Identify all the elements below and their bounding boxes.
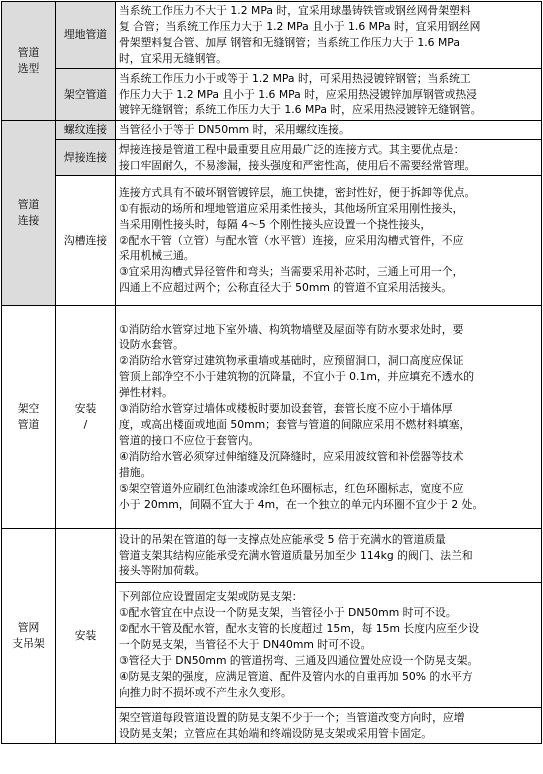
subsection-hanger-install: 安装 [56,529,116,744]
subsection-buried: 埋地管道 [56,2,116,69]
section-pipe-selection: 管道 选型 [2,2,56,121]
row-grooved [2,176,542,306]
overhead-install-description: ①消防给水管穿过地下室外墙、构筑物墙壁及屋面等有防水要求处时，要 设防水套管。 ②消防给水管穿过建筑物承重墙或基础时，应预留洞口，洞口高度应保证 管顶上部净空不小于建筑物的沉降量，不宜小于 0.1m，并应填充不透水的 弹性材料。 ③消防给水管穿过墙体或楼板时要加设套管，套管长度不应小于墙体厚 度，或高出楼面或地面 50mm；套管与管道的间隙应采用不燃材料填塞， 管道的接口不应位于套管内。 ④消防给水管必须穿过伸缩缝及沉降缝时，应采用波纹管和补偿器等技术 措施。 ⑤架空管道外应刷红色油漆或涂红色环圈标志，红色环圈标志，宽度不应 小于 20mm，间隔不宜大于 4m，在一个独立的单元内环圈不宜少于 2 处。 [116,306,542,529]
section-pipe-connection: 管道 连接 [2,121,56,306]
hanger-load-description: 设计的吊架在管道的每一支撑点处应能承受 5 倍于充满水的管道质量 管道支架其结构应能承受充满水管道质量另加至少 114kg 的阀门、法兰和 接头等附加荷载。 [116,529,542,583]
row-threaded [2,121,542,140]
row-overhead-pipe [2,69,542,121]
slash-mark: / [83,418,88,431]
subsection-grooved: 沟槽连接 [56,176,116,306]
row-welded [2,140,542,176]
section-support-hanger: 管网 支吊架 [2,529,56,744]
buried-description: 当系统工作压力不大于 1.2 MPa 时，宜采用球墨铸铁管或钢丝网骨架塑料 复 合管；当系统工作压力大于 1.2 MPa 且小于 1.6 MPa 时，宜采用钢丝网 骨架塑料复合管、加厚 钢管和无缝钢管；当系统工作压力大于 1.6 MPa 时，宜采用无缝钢管。 [116,2,542,69]
threaded-description: 当管径小于等于 DN50mm 时，采用螺纹连接。 [116,121,542,140]
hanger-sway-description: 架空管道每段管道设置的防晃支架不少于一个；当管道改变方向时，应增 设防晃支架；立管应在其始端和终端设防晃支架或采用管卡固定。 [116,708,542,744]
row-buried-pipe [2,2,542,69]
subsection-overhead: 架空管道 [56,69,116,121]
row-overhead-install [2,306,542,529]
subsection-overhead-install: 安装 / [56,306,116,529]
welded-description: 焊接连接是管道工程中最重要且应用最广泛的连接方式。其主要优点是： 接口牢固耐久，不易渗漏，接头强度和严密性高，使用后不需要经常管理。 [116,140,542,176]
spec-table [1,1,542,744]
grooved-description: 连接方式具有不破坏钢管镀锌层，施工快捷，密封性好，便于拆卸等优点。 ①有振动的场所和埋地管道应采用柔性接头，其他场所宜采用刚性接头， 当采用刚性接头时，每隔 4～5 个刚性接头应设置一个挠性接头， ②配水干管（立管）与配水管（水平管）连接，应采用沟槽式管件，不应 采用机械三通。 ③宜采用沟槽式异径管件和弯头；当需要采用补芯时，三通上可用一个， 四通上不应超过两个；公称直径大于 50mm 的管道不宜采用活接头。 [116,176,542,306]
row-hanger-block1 [2,529,542,583]
subsection-threaded: 螺纹连接 [56,121,116,140]
section-overhead-pipe: 架空 管道 [2,306,56,529]
subsection-welded: 焊接连接 [56,140,116,176]
overhead-description: 当系统工作压力小于或等于 1.2 MPa 时，可采用热浸镀锌钢管；当系统工 作压力大于 1.2 MPa 且小于 1.6 MPa 时，应采用热浸镀锌加厚钢管或热浸 镀锌无缝钢管；系统工作压力大于 1.6 MPa 时，应采用热浸镀锌无缝钢管。 [116,69,542,121]
hanger-locations-description: 下列部位应设置固定支架或防晃支架： ①配水管宜在中点设一个防晃支架，当管径小于 DN50mm 时可不设。 ②配水干管及配水管，配水支管的长度超过 15m，每 15m 长度内应至少设 一个防晃支架，当管径不大于 DN40mm 时可不设。 ③管径大于 DN50mm 的管道拐弯、三通及四通位置处应设一个防晃支架。 ④防晃支架的强度，应满足管道、配件及管内水的自重再加 50% 的水平方 向推力时不损坏或不产生永久变形。 [116,583,542,708]
